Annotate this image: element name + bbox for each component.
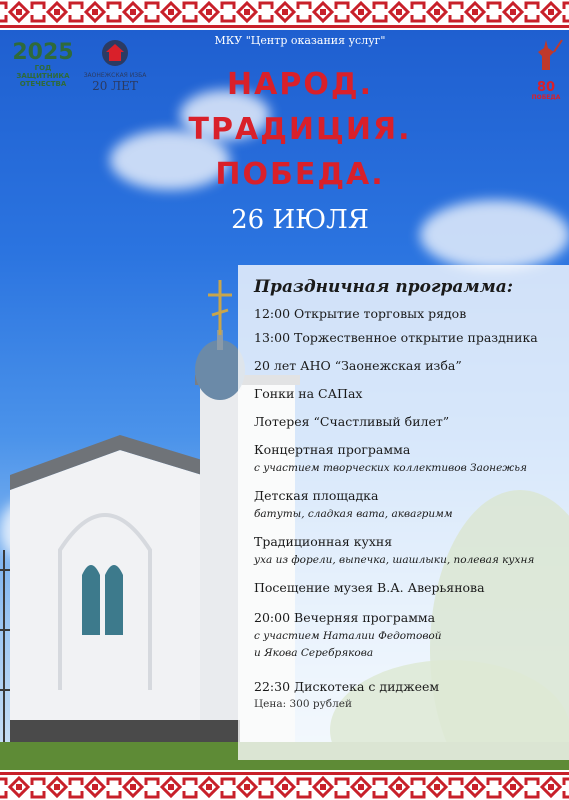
- zaonezhskaya-izba-logo: [80, 38, 150, 93]
- program-panel: [238, 265, 569, 760]
- top-ornament-border: [0, 0, 569, 30]
- victory-number: 80: [536, 80, 556, 95]
- title-line-2: ТРАДИЦИЯ.: [188, 112, 412, 147]
- item-subtitle: с участием творческих коллективов Заонежья: [254, 462, 527, 474]
- item-text: Посещение музея В.А. Аверьянова: [254, 580, 485, 595]
- year-caption-1: ГОД ЗАЩИТНИКА: [16, 64, 70, 80]
- item-subtitle: с участием Наталии Федотовой: [254, 630, 442, 642]
- organizer-text: МКУ "Центр оказания услуг": [214, 34, 386, 47]
- ticket-price: Цена: 300 рублей: [254, 698, 352, 710]
- item-text: Лотерея “Счастливый билет”: [254, 414, 450, 429]
- izba-years: 20 ЛЕТ: [92, 79, 138, 93]
- year-number: 2025: [12, 40, 74, 65]
- item-subtitle: уха из форели, выпечка, шашлыки, полевая кухня: [254, 554, 535, 566]
- title-line-3: ПОБЕДА.: [215, 157, 385, 192]
- ornament-pattern: [0, 770, 569, 800]
- item-text: Концертная программа: [254, 442, 411, 457]
- program-item: [254, 610, 563, 625]
- item-text: Вечерняя программа: [294, 610, 436, 625]
- item-text: Традиционная кухня: [254, 534, 393, 549]
- victory-word: ПОБЕДА: [531, 94, 561, 101]
- program-item: [254, 358, 563, 373]
- program-item: [254, 580, 563, 595]
- izba-emblem-icon: [100, 38, 130, 68]
- item-subtitle: батуты, сладкая вата, аквагримм: [254, 508, 453, 520]
- item-time: 13:00: [254, 330, 291, 345]
- program-item: [254, 679, 563, 694]
- izba-caption: ЗАОНЕЖСКАЯ ИЗБА: [83, 72, 147, 79]
- program-item: [254, 534, 563, 549]
- title-line-1: НАРОД.: [227, 67, 373, 102]
- item-text: 20 лет АНО “Заонежская изба”: [254, 358, 462, 373]
- event-date: 26 ИЮЛЯ: [231, 205, 369, 235]
- item-text: Детская площадка: [254, 488, 379, 503]
- item-time: 12:00: [254, 306, 291, 321]
- item-text: Гонки на САПах: [254, 386, 363, 401]
- program-item: [254, 306, 563, 321]
- item-text: Открытие торговых рядов: [294, 306, 467, 321]
- year-of-defender-logo: [8, 42, 78, 88]
- item-time: 20:00: [254, 610, 291, 625]
- program-item: [254, 442, 563, 457]
- program-item: [254, 488, 563, 503]
- program-item: [254, 386, 563, 401]
- program-item: [254, 414, 563, 429]
- program-item: [254, 330, 563, 345]
- item-subtitle: и Якова Серебрякова: [254, 647, 374, 659]
- program-heading: Праздничная программа:: [254, 277, 514, 297]
- bottom-ornament-border: [0, 770, 569, 800]
- victory-80-logo: [528, 38, 564, 101]
- ornament-pattern: [0, 0, 569, 30]
- year-caption-2: ОТЕЧЕСТВА: [19, 80, 67, 88]
- item-time: 22:30: [254, 679, 291, 694]
- motherland-statue-icon: [528, 38, 564, 78]
- item-text: Торжественное открытие праздника: [294, 330, 538, 345]
- item-text: Дискотека с диджеем: [294, 679, 440, 694]
